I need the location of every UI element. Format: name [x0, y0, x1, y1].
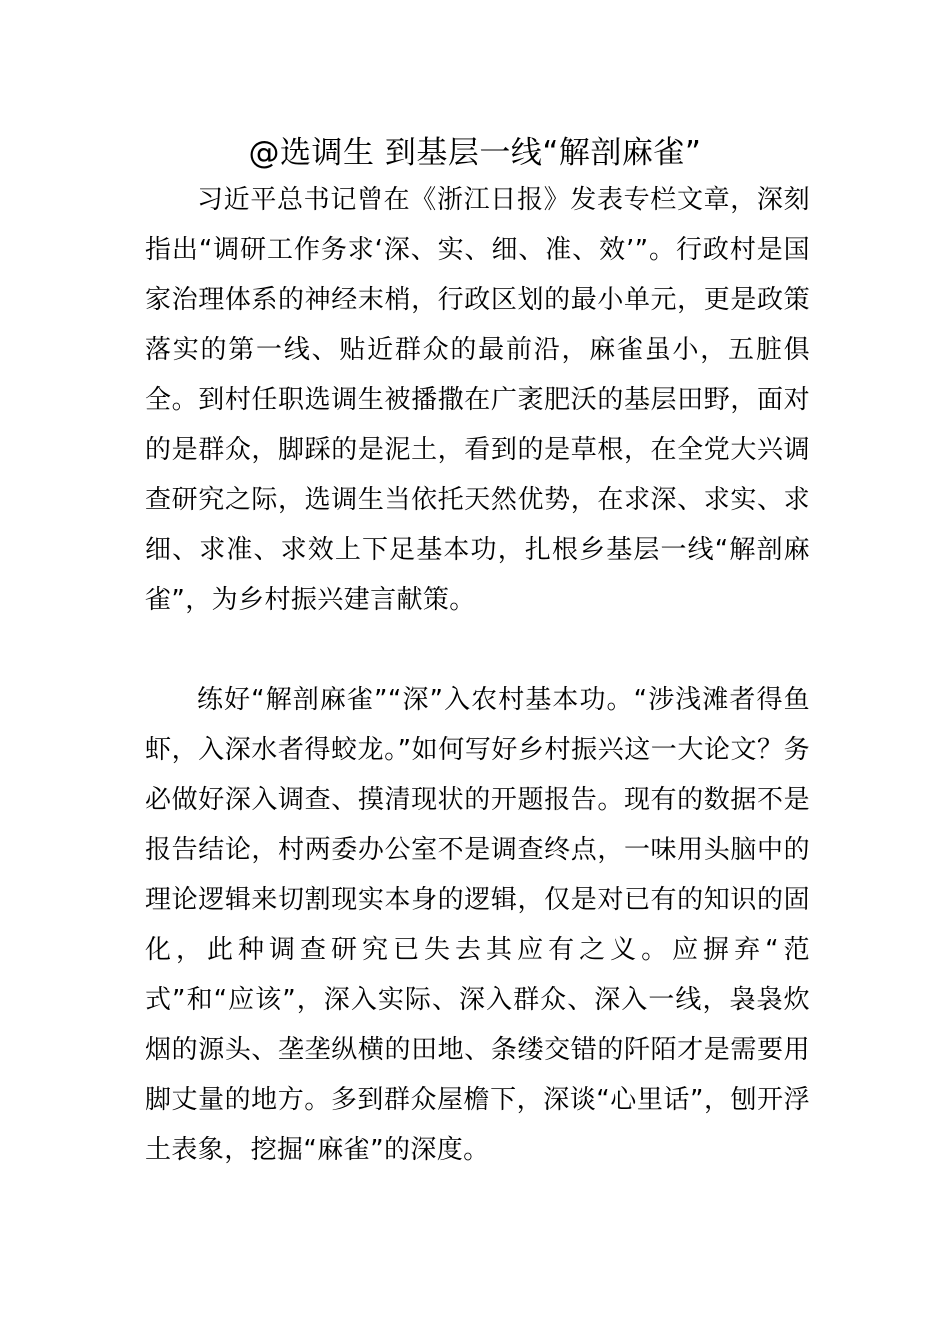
paragraph-2: 练好“解剖麻雀”“深”入农村基本功。“涉浅滩者得鱼虾，入深水者得蛟龙。”如何写好乡村振兴这一大论文？务必做好深入调查、摸清现状的开题报告。现有的数据不是报告结论，村两委办公室不是调查终点，一味用头脑中的理论逻辑来切割现实本身的逻辑，仅是对已有的知识的固化，此种调查研究已失去其应有之义。应摒弃“范式”和“应该”，深入实际、深入群众、深入一线，袅袅炊烟的源头、垄垄纵横的田地、条缕交错的阡陌才是需要用脚丈量的地方。多到群众屋檐下，深谈“心里话”，刨开浮土表象，挖掘“麻雀”的深度。	[145, 685, 810, 1165]
paragraph-1: 习近平总书记曾在《浙江日报》发表专栏文章，深刻指出“调研工作务求‘深、实、细、准、效’”。行政村是国家治理体系的神经末梢，行政区划的最小单元，更是政策落实的第一线、贴近群众的最前沿，麻雀虽小，五脏俱全。到村任职选调生被播撒在广袤肥沃的基层田野，面对的是群众，脚踩的是泥土，看到的是草根，在全党大兴调查研究之际，选调生当依托天然优势，在求深、求实、求细、求准、求效上下足基本功，扎根乡基层一线“解剖麻雀”，为乡村振兴建言献策。	[145, 185, 810, 615]
document-title: @选调生 到基层一线“解剖麻雀”	[248, 135, 702, 171]
